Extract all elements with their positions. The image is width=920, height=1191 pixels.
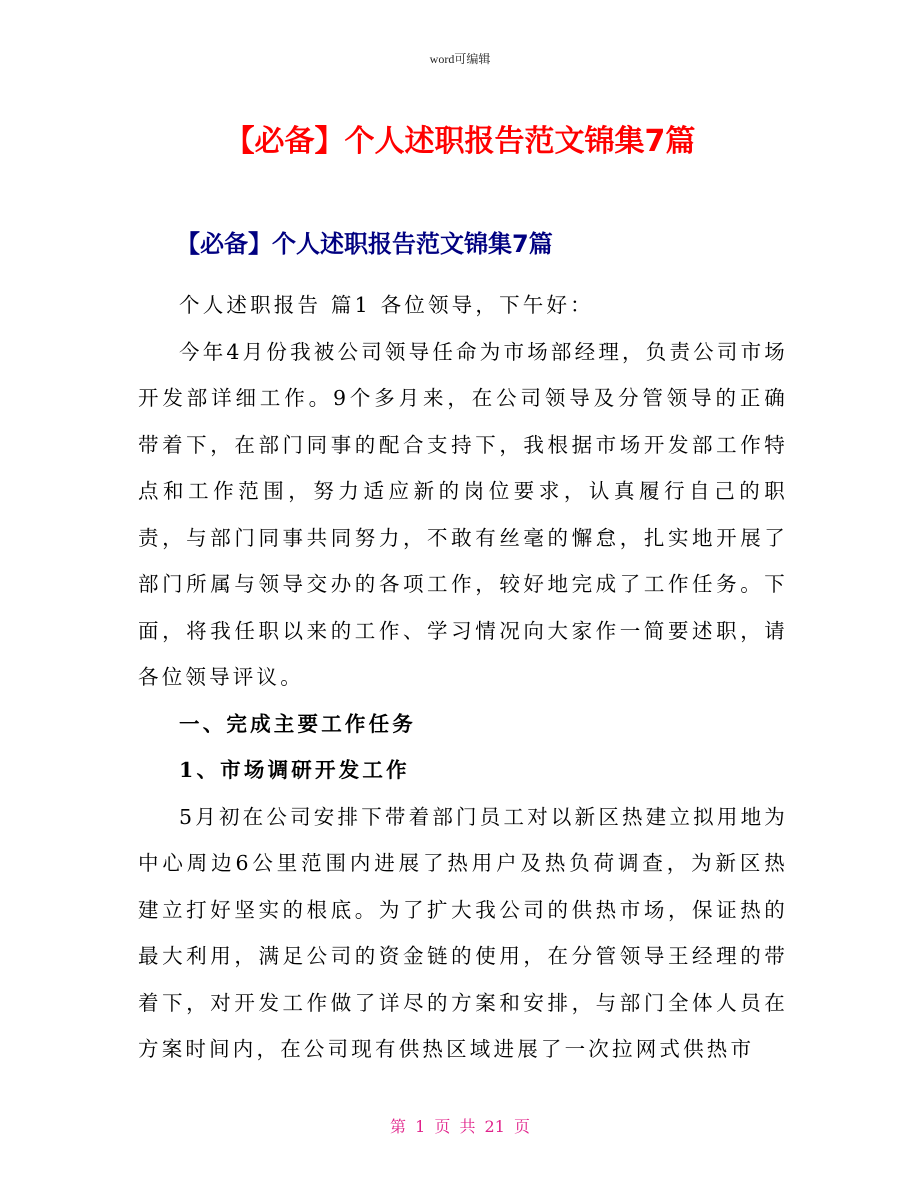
- document-subtitle: 【必备】个人述职报告范文锦集7篇: [176, 230, 553, 258]
- header-note: word可编辑: [429, 52, 491, 66]
- section-heading: 一、完成主要工作任务: [179, 711, 416, 736]
- paragraph-market-research: 5月初在公司安排下带着部门员工对以新区热建立拟用地为中心周边6公里范围内进展了热用户及热负荷调查，为新区热建立打好坚实的根底。为了扩大我公司的供热市场，保证热的最大利用，满足公司的资金链的使用，在分管领导王经理的带着下，对开发工作做了详尽的方案和安排，与部门全体人员在方案时间内，在公司现有供热区域进展了一次拉网式供热市: [138, 804, 788, 1061]
- paragraph-greeting: 个人述职报告 篇1 各位领导，下午好：: [179, 293, 594, 317]
- document-body: [138, 282, 788, 1073]
- page-number-footer: 第 1 页 共 21 页: [390, 1117, 530, 1136]
- paragraph-intro: 今年4月份我被公司领导任命为市场部经理，负责公司市场开发部详细工作。9个多月来，在公司领导及分管领导的正确带着下，在部门同事的配合支持下，我根据市场开发部工作特点和工作范围，努力适应新的岗位要求，认真履行自己的职责，与部门同事共同努力，不敢有丝毫的懈怠，扎实地开展了部门所属与领导交办的各项工作，较好地完成了工作任务。下面，将我任职以来的工作、学习情况向大家作一简要述职，请各位领导评议。: [138, 339, 788, 689]
- subsection-heading: 1、市场调研开发工作: [179, 758, 410, 782]
- document-title: 【必备】个人述职报告范文锦集7篇: [224, 124, 696, 159]
